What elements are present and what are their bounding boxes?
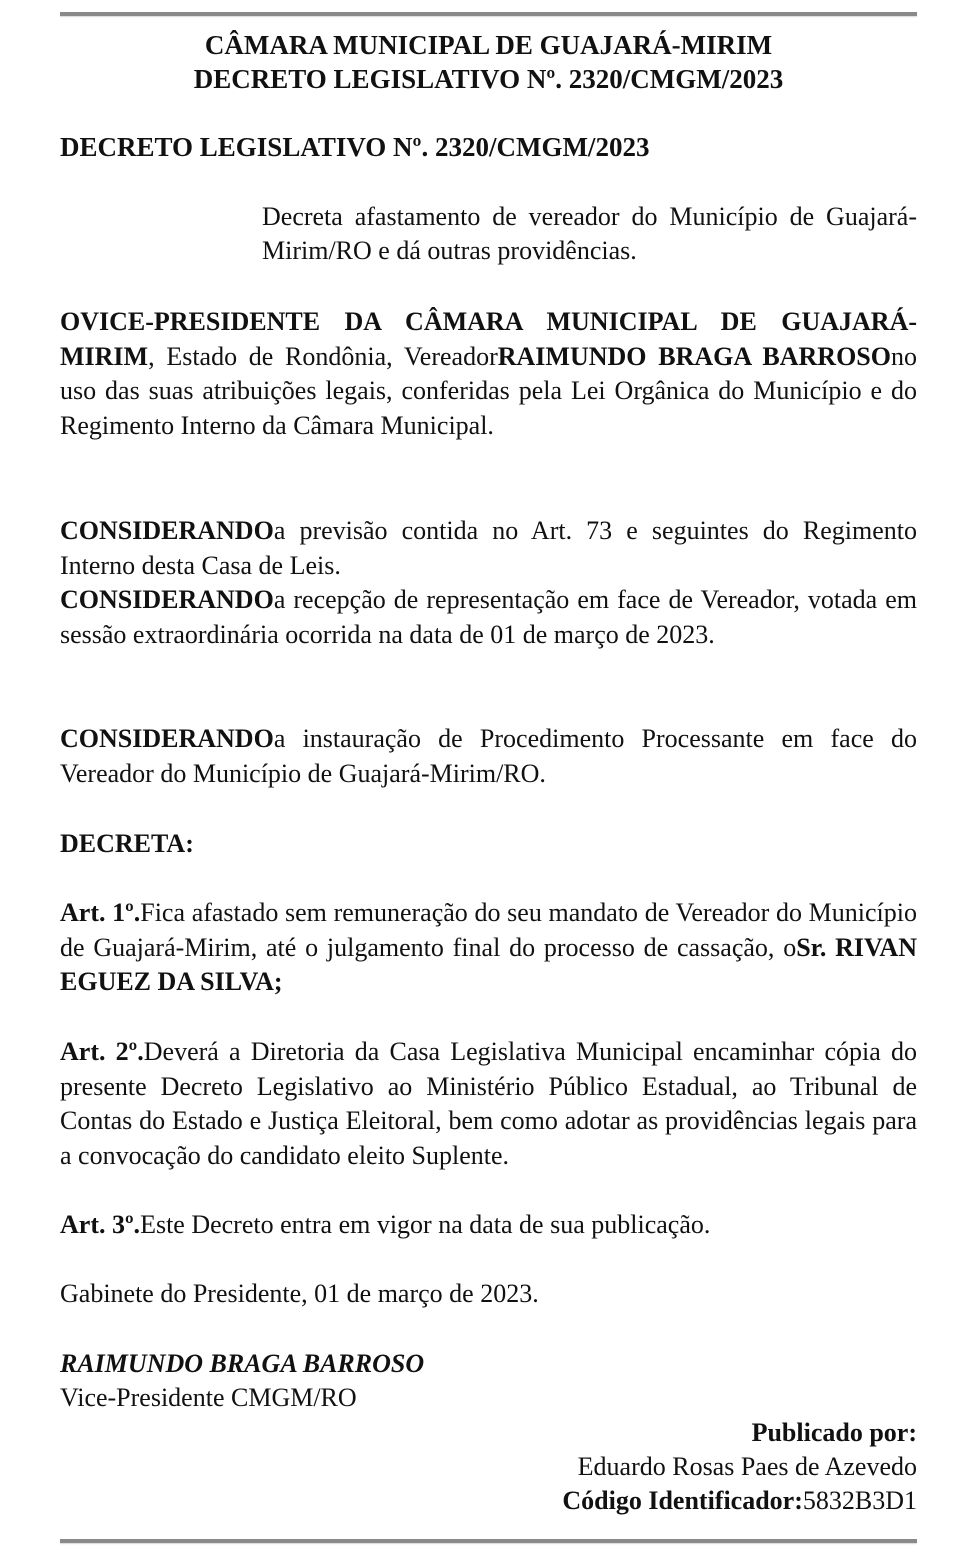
place-date: Gabinete do Presidente, 01 de março de 2023.: [60, 1279, 539, 1308]
preamble: [60, 305, 917, 443]
considerando-2: [60, 583, 917, 652]
article-text: Este Decreto entra em vigor na data de sua publicação.: [140, 1210, 711, 1239]
publication-block: [562, 1416, 917, 1518]
article-label: Art. 1º.: [60, 898, 141, 927]
article-text: Fica afastado sem remuneração do seu mandato de Vereador do Município de Guajará-Mirim, até o julgamento final do processo de cassação, o: [60, 898, 918, 962]
identifier-code-value: 5832B3D1: [802, 1486, 917, 1515]
preamble-text-2: no uso das suas atribuições legais, conferidas pela Lei Orgânica do Município e do Regimento Interno da Câmara Municipal.: [60, 341, 917, 440]
signatory-role: Vice-Presidente CMGM/RO: [60, 1383, 357, 1412]
identifier-code: [562, 1484, 917, 1518]
signatory-name: RAIMUNDO BRAGA BARROSO: [60, 1349, 425, 1378]
article-affected-councilor: Sr. RIVAN EGUEZ DA SILVA;: [60, 932, 917, 996]
preamble-authority: OVICE-PRESIDENTE DA CÂMARA MUNICIPAL DE GUAJARÁ-MIRIM: [60, 307, 917, 371]
considerando-label: CONSIDERANDO: [60, 724, 274, 753]
decreta-heading: DECRETA:: [60, 829, 194, 858]
considerando-3: [60, 722, 917, 791]
considerando-text: a instauração de Procedimento Processante em face do Vereador do Município de Guajará-Mirim/RO.: [60, 724, 917, 788]
header-decree-number: DECRETO LEGISLATIVO Nº. 2320/CMGM/2023: [193, 64, 784, 94]
article-3: [60, 1208, 917, 1243]
considerando-text: a previsão contida no Art. 73 e seguintes do Regimento Interno desta Casa de Leis.: [60, 516, 917, 580]
publisher-name: Eduardo Rosas Paes de Azevedo: [577, 1452, 917, 1481]
document-header: [60, 28, 917, 96]
preamble-text-1: , Estado de Rondônia, Vereador: [148, 341, 498, 371]
article-text: Deverá a Diretoria da Casa Legislativa Municipal encaminhar cópia do presente Decreto Legislativo ao Ministério Público Estadual, ao Tribunal de Contas do Estado e Justiça Eleitoral, bem como adotar as providências legais para a convocação do candidato eleito Suplente.: [60, 1037, 917, 1170]
preamble-councilor-name: RAIMUNDO BRAGA BARROSO: [497, 341, 891, 371]
considerando-label: CONSIDERANDO: [60, 516, 274, 545]
article-1: [60, 896, 917, 1000]
considerando-1: [60, 514, 917, 583]
article-label: Art. 3º.: [60, 1210, 141, 1239]
article-label: Art. 2º.: [60, 1037, 144, 1066]
identifier-code-label: Código Identificador:: [562, 1486, 803, 1515]
decree-title: DECRETO LEGISLATIVO Nº. 2320/CMGM/2023: [60, 132, 650, 162]
article-2: [60, 1035, 917, 1173]
considerando-label: CONSIDERANDO: [60, 585, 274, 614]
considerando-text: a recepção de representação em face de Vereador, votada em sessão extraordinária ocorrida na data de 01 de março de 2023.: [60, 585, 917, 649]
header-institution: CÂMARA MUNICIPAL DE GUAJARÁ-MIRIM: [204, 30, 773, 60]
ementa: Decreta afastamento de vereador do Município de Guajará-Mirim/RO e dá outras providências.: [262, 202, 917, 265]
published-by-label: Publicado por:: [751, 1418, 917, 1447]
bottom-divider: [60, 1539, 917, 1543]
top-divider: [60, 12, 917, 16]
